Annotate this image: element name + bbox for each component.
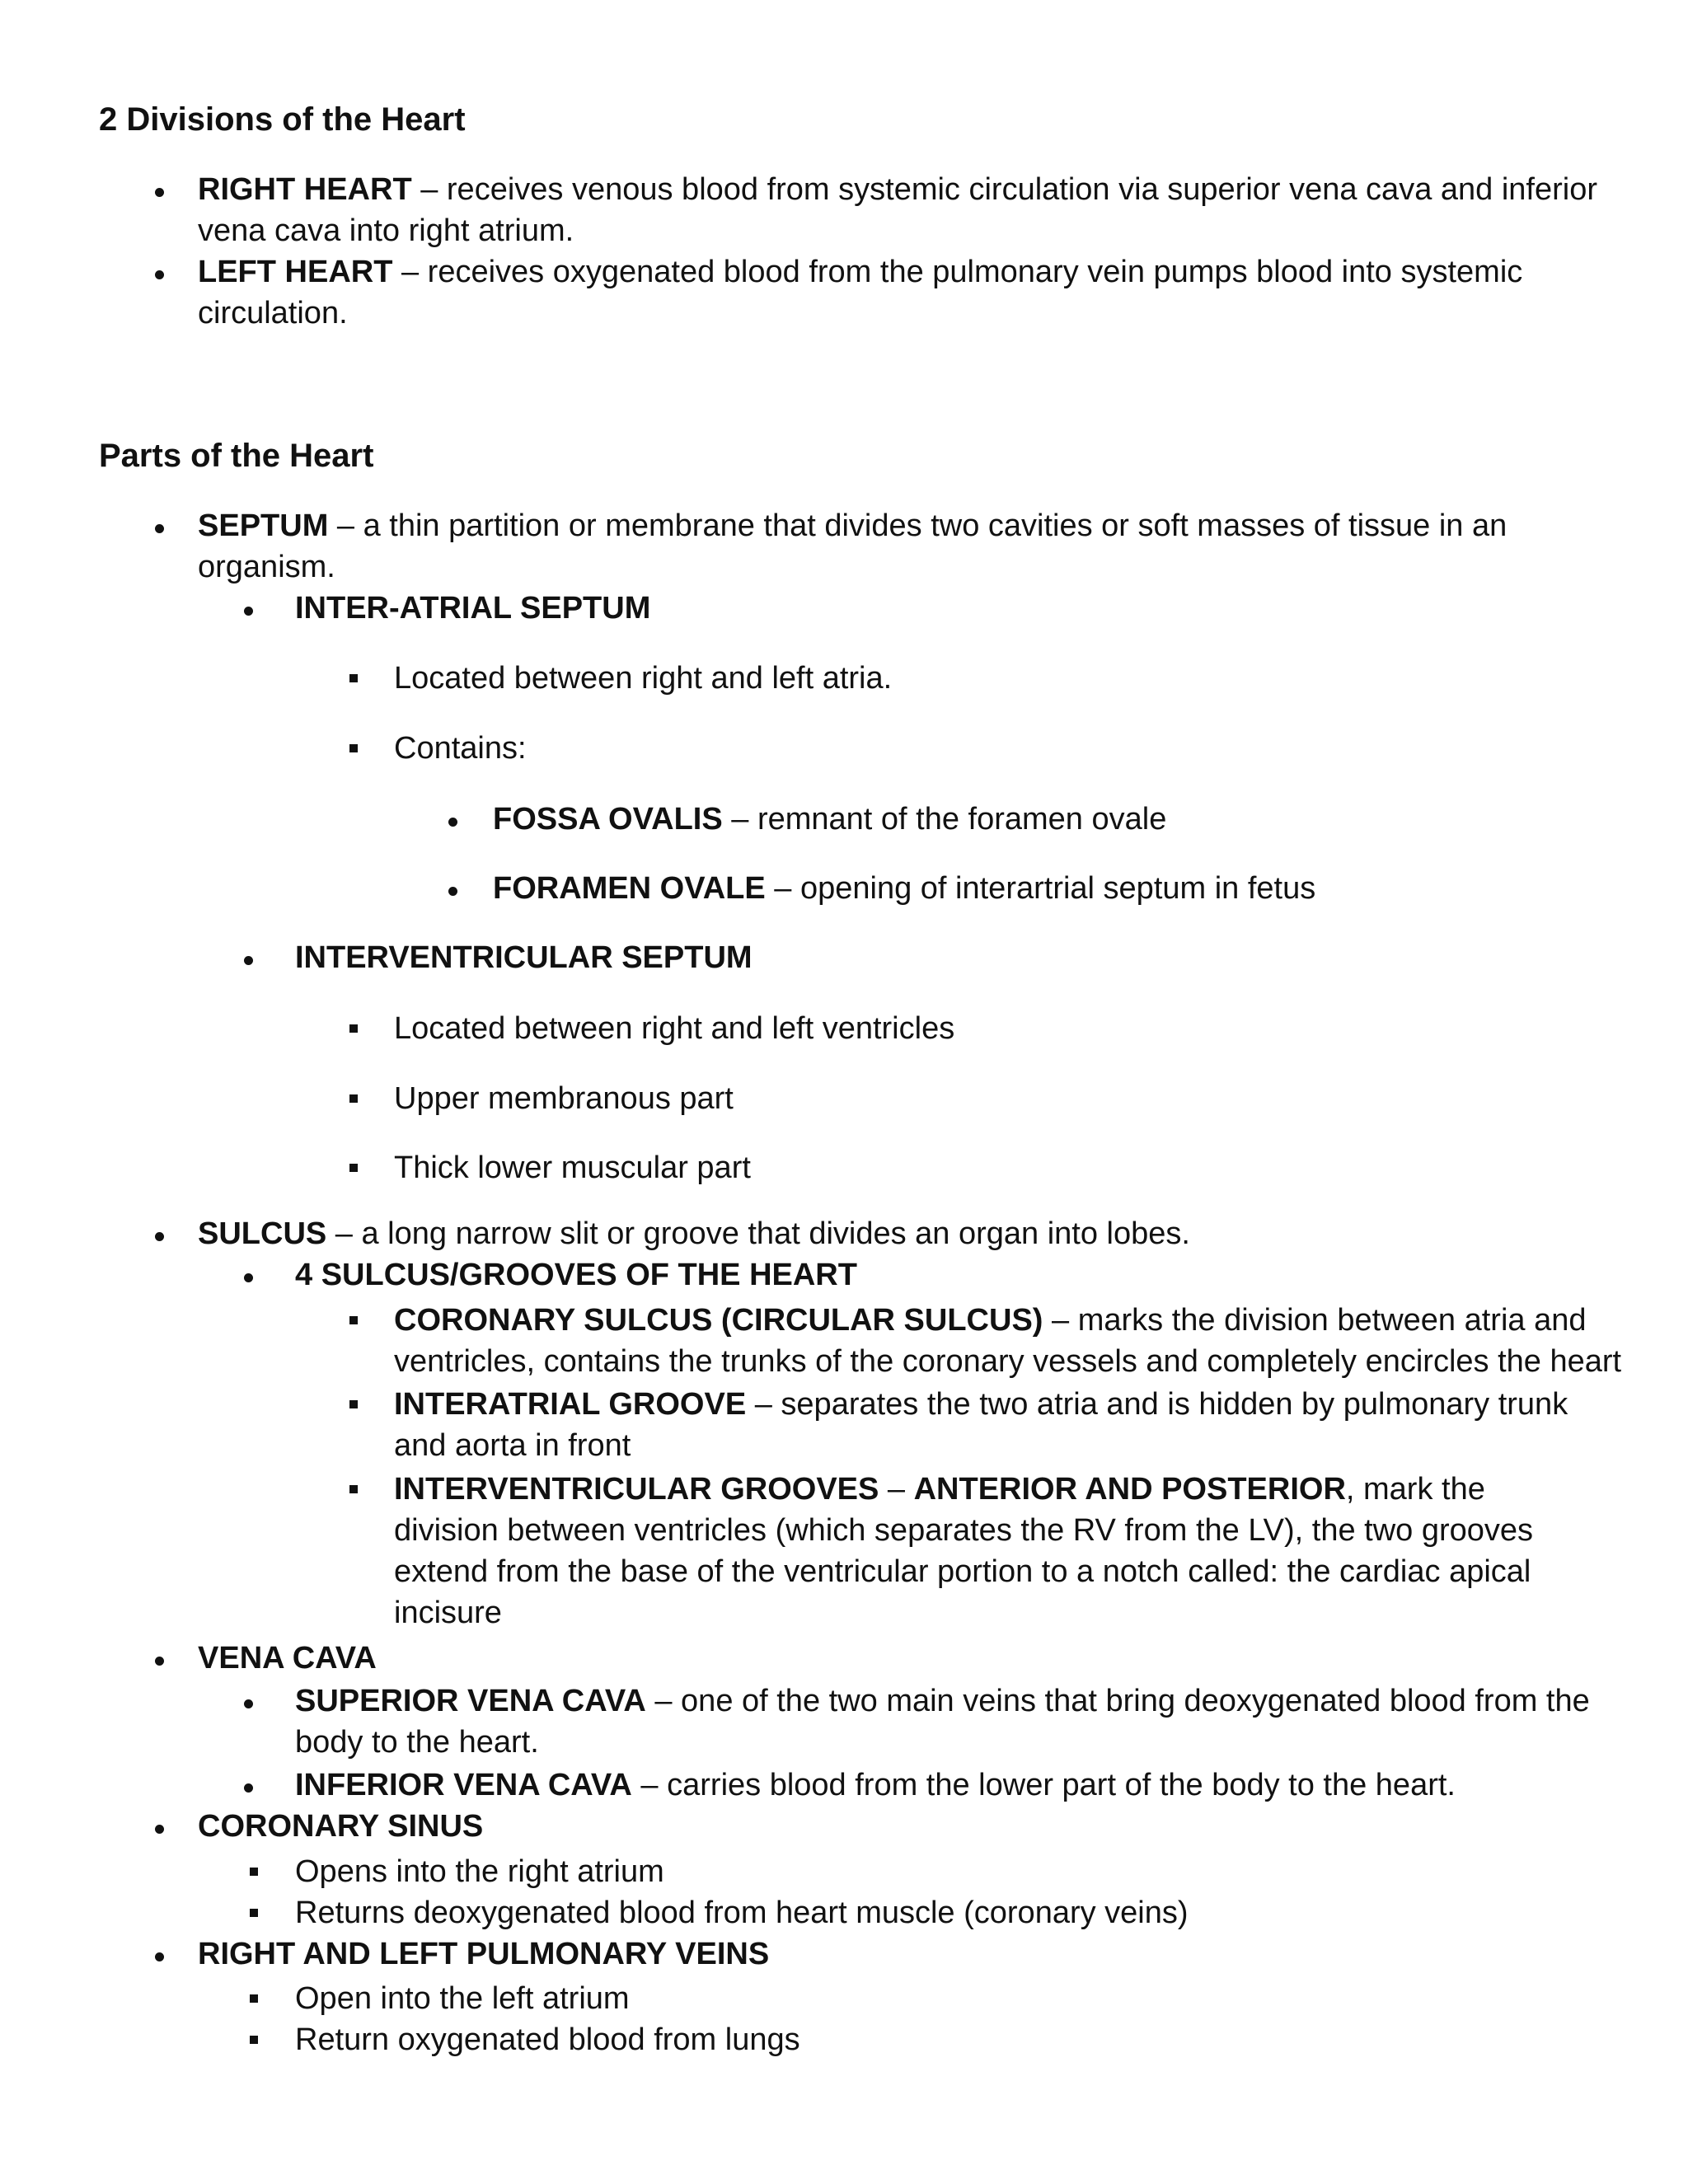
bullet-dot — [448, 887, 457, 896]
left-heart-desc-1: – receives oxygenated blood from the pulmonary vein pumps blood into systemic — [392, 255, 1523, 289]
interventricular-item-muscular: Thick lower muscular part — [394, 1151, 751, 1185]
bullet-square — [349, 1485, 358, 1493]
list-item-interatrial-groove — [394, 1384, 1568, 1466]
subheading-interatrial-septum: INTER-ATRIAL SEPTUM — [295, 591, 651, 626]
superior-vena-cava-desc-1: – one of the two main veins that bring deoxygenated blood from the — [645, 1684, 1590, 1718]
septum-desc-2: organism. — [198, 550, 335, 584]
bullet-square — [349, 744, 358, 752]
left-heart-desc-2: circulation. — [198, 296, 348, 330]
bullet-square — [250, 1994, 258, 2003]
term-interventricular-grooves: INTERVENTRICULAR GROOVES — [394, 1472, 879, 1507]
term-right-heart: RIGHT HEART — [198, 172, 412, 207]
inferior-vena-cava-desc: – carries blood from the lower part of the body to the heart. — [631, 1768, 1456, 1802]
list-item-fossa-ovalis — [493, 799, 1166, 840]
list-item-interventricular-grooves — [394, 1469, 1533, 1633]
pulmonary-veins-item-1: Open into the left atrium — [295, 1981, 630, 2016]
interatrial-groove-desc-1: – separates the two atria and is hidden by pulmonary trunk — [746, 1387, 1568, 1422]
interatrial-item-location: Located between right and left atria. — [394, 661, 893, 696]
term-coronary-sulcus: CORONARY SULCUS (CIRCULAR SULCUS) — [394, 1303, 1043, 1338]
term-left-heart: LEFT HEART — [198, 255, 393, 289]
term-fossa-ovalis: FOSSA OVALIS — [493, 802, 723, 837]
foramen-ovale-desc: – opening of interartrial septum in fetus — [765, 871, 1316, 906]
section-title-divisions: 2 Divisions of the Heart — [99, 101, 466, 138]
interventricular-item-membranous: Upper membranous part — [394, 1081, 734, 1116]
bullet-square — [349, 1094, 358, 1103]
section-title-parts: Parts of the Heart — [99, 438, 374, 474]
list-item-right-heart — [198, 169, 1597, 251]
coronary-sinus-item-2: Returns deoxygenated blood from heart muscle (coronary veins) — [295, 1896, 1189, 1930]
bullet-dot — [155, 1232, 164, 1241]
list-item-pulmonary-veins: RIGHT AND LEFT PULMONARY VEINS — [198, 1937, 770, 1971]
term-septum: SEPTUM — [198, 509, 329, 543]
bullet-dot — [155, 1952, 164, 1961]
bullet-square — [349, 1316, 358, 1324]
term-interatrial-groove: INTERATRIAL GROOVE — [394, 1387, 747, 1422]
list-item-coronary-sinus: CORONARY SINUS — [198, 1809, 484, 1844]
term-superior-vena-cava: SUPERIOR VENA CAVA — [295, 1684, 646, 1718]
bullet-dot — [244, 1699, 253, 1708]
coronary-sulcus-desc-2: ventricles, contains the trunks of the coronary vessels and completely encircles the heart — [394, 1344, 1622, 1379]
coronary-sinus-item-1: Opens into the right atrium — [295, 1854, 664, 1889]
right-heart-desc-2: vena cava into right atrium. — [198, 213, 574, 248]
list-item-sulcus — [198, 1213, 1190, 1254]
interventricular-grooves-desc-2: division between ventricles (which separates the RV from the LV), the two grooves — [394, 1513, 1534, 1548]
list-item-vena-cava: VENA CAVA — [198, 1641, 377, 1675]
bullet-dot — [155, 524, 164, 533]
list-item-inferior-vena-cava — [295, 1765, 1456, 1806]
interventricular-item-location: Located between right and left ventricles — [394, 1011, 955, 1046]
term-foramen-ovale: FORAMEN OVALE — [493, 871, 766, 906]
list-item-superior-vena-cava — [295, 1680, 1590, 1763]
right-heart-desc-1: – receives venous blood from systemic circulation via superior vena cava and inferior — [411, 172, 1597, 207]
bullet-square — [349, 1024, 358, 1033]
list-item-foramen-ovale — [493, 868, 1315, 909]
septum-desc-1: – a thin partition or membrane that divides two cavities or soft masses of tissue in an — [328, 509, 1507, 543]
bullet-dot — [244, 1783, 253, 1793]
bullet-dot — [155, 1657, 164, 1666]
bullet-square — [349, 674, 358, 682]
bullet-dot — [244, 607, 253, 616]
bullet-square — [250, 1909, 258, 1917]
bullet-square — [250, 2036, 258, 2044]
subheading-interventricular-septum: INTERVENTRICULAR SEPTUM — [295, 940, 753, 975]
list-item-left-heart — [198, 251, 1522, 334]
interatrial-groove-desc-2: and aorta in front — [394, 1428, 631, 1463]
interventricular-grooves-desc-3: extend from the base of the ventricular portion to a notch called: the cardiac apical — [394, 1554, 1531, 1589]
bullet-dot — [244, 1273, 253, 1282]
coronary-sulcus-desc-1: – marks the division between atria and — [1043, 1303, 1587, 1338]
interatrial-item-contains: Contains: — [394, 731, 527, 766]
list-item-coronary-sulcus — [394, 1300, 1621, 1382]
bullet-dot — [448, 818, 457, 827]
term-sulcus: SULCUS — [198, 1216, 327, 1251]
fossa-ovalis-desc: – remnant of the foramen ovale — [722, 802, 1167, 837]
pulmonary-veins-item-2: Return oxygenated blood from lungs — [295, 2022, 800, 2057]
superior-vena-cava-desc-2: body to the heart. — [295, 1725, 539, 1760]
list-item-septum — [198, 505, 1507, 588]
bullet-dot — [155, 1825, 164, 1834]
bullet-dot — [244, 956, 253, 965]
interventricular-grooves-dash: – — [879, 1472, 914, 1507]
interventricular-grooves-desc-1: , mark the — [1345, 1472, 1485, 1507]
subheading-grooves: 4 SULCUS/GROOVES OF THE HEART — [295, 1258, 857, 1292]
interventricular-grooves-desc-4: incisure — [394, 1596, 502, 1630]
bullet-square — [349, 1400, 358, 1408]
bullet-square — [349, 1164, 358, 1172]
term-inferior-vena-cava: INFERIOR VENA CAVA — [295, 1768, 632, 1802]
bullet-square — [250, 1868, 258, 1876]
bullet-dot — [155, 188, 164, 197]
bullet-dot — [155, 270, 164, 279]
sulcus-desc: – a long narrow slit or groove that divides an organ into lobes. — [326, 1216, 1190, 1251]
term-anterior-posterior: ANTERIOR AND POSTERIOR — [913, 1472, 1346, 1507]
